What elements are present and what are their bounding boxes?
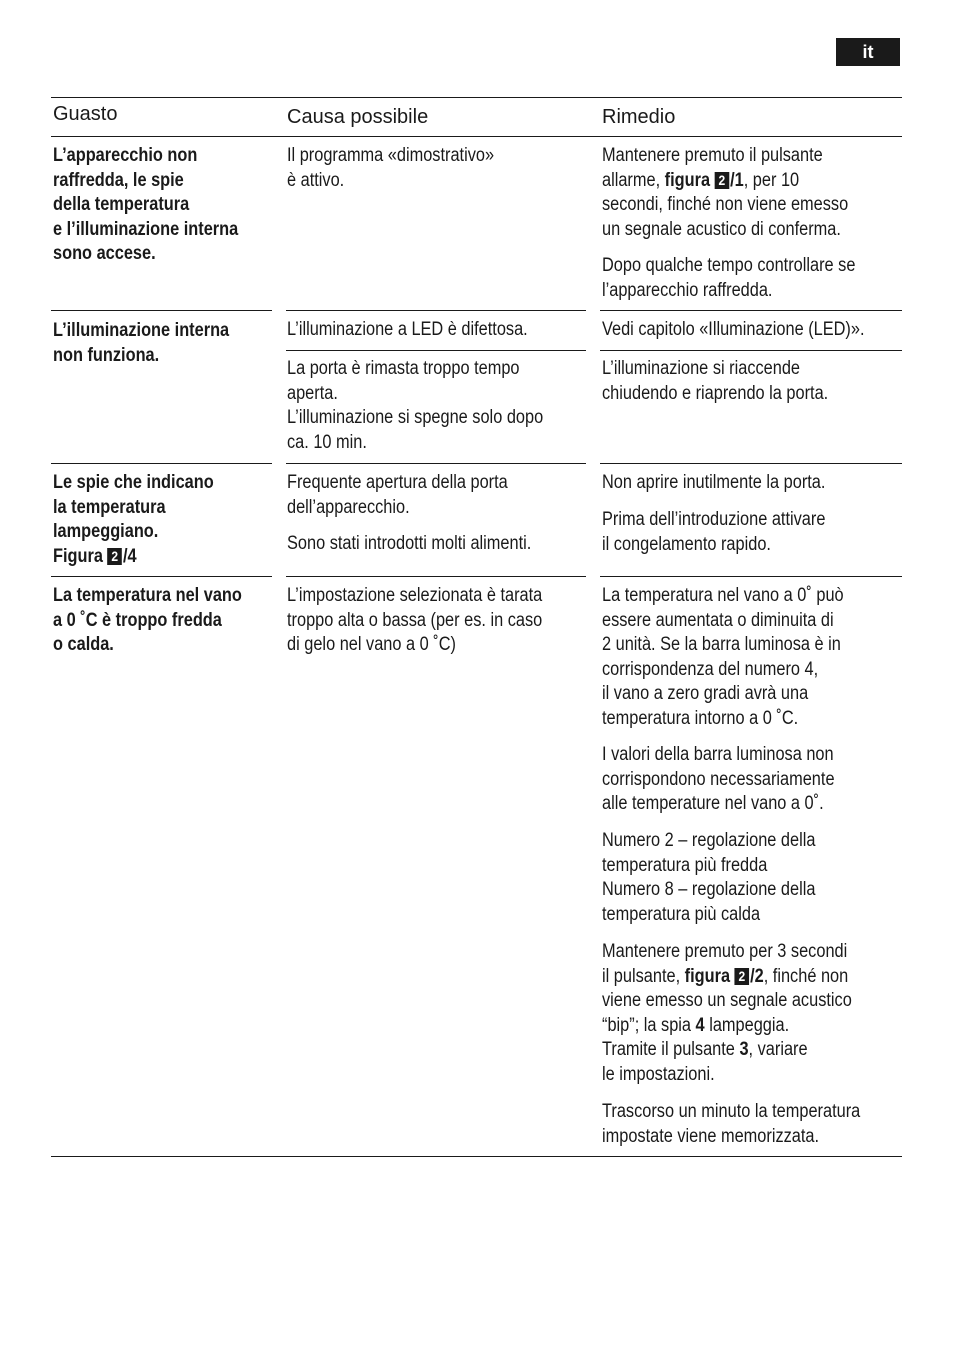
cause-text: Frequente apertura della porta dell’apparecchio. <box>287 472 508 518</box>
cause-text: L’illuminazione a LED è difettosa. <box>287 319 528 340</box>
header-remedy: Rimedio <box>602 106 676 128</box>
header-rule <box>51 136 902 137</box>
table-bottom-rule <box>51 1156 902 1157</box>
cause-text: La porta è rimasta troppo tempo aperta. L’illuminazione si spegne solo dopo ca. 10 min. <box>287 358 544 453</box>
subrow-rule <box>286 350 586 351</box>
fault-text: Le spie che indicano la temperatura lampeggiano. Figura 2 /4 <box>53 472 214 567</box>
fault-text: L’illuminazione interna non funziona. <box>53 320 230 366</box>
figure-2-icon: 2 <box>107 548 122 565</box>
row-rule <box>51 463 272 464</box>
row-rule <box>286 463 586 464</box>
cause-text: L’impostazione selezionata è tarata troppo alta o bassa (per es. in caso di gelo nel vano a 0 ˚C) <box>287 585 543 655</box>
remedy-text: Dopo qualche tempo controllare se l’apparecchio raffredda. <box>602 255 856 301</box>
figure-2-icon: 2 <box>735 968 750 985</box>
row-rule <box>286 576 586 577</box>
figure-2-icon: 2 <box>715 172 730 189</box>
remedy-text: I valori della barra luminosa non corrispondono necessariamente alle temperature nel vano a 0˚. <box>602 744 835 814</box>
row-rule <box>286 310 586 311</box>
subrow-rule <box>600 350 902 351</box>
row-rule <box>600 463 902 464</box>
table-top-rule <box>51 97 902 98</box>
language-badge: it <box>836 38 900 66</box>
remedy-text: L’illuminazione si riaccende chiudendo e riaprendo la porta. <box>602 358 829 404</box>
cause-text: Sono stati introdotti molti alimenti. <box>287 533 532 554</box>
remedy-text: Prima dell’introduzione attivare il congelamento rapido. <box>602 509 826 555</box>
remedy-text: La temperatura nel vano a 0˚ può essere aumentata o diminuita di 2 unità. Se la barra luminosa è in corrispondenza del numero 4, il vano a zero gradi avrà una temperatura intorno a 0 ˚C. <box>602 585 844 729</box>
fault-text: La temperatura nel vano a 0 ˚C è troppo fredda o calda. <box>53 585 242 655</box>
row-rule <box>600 310 902 311</box>
remedy-text: Mantenere premuto il pulsante allarme, figura 2 /1, per 10 secondi, finché non viene emesso un segnale acustico di conferma. <box>602 145 849 240</box>
remedy-text: Non aprire inutilmente la porta. <box>602 472 826 493</box>
remedy-text: Trascorso un minuto la temperatura impostate viene memorizzata. <box>602 1101 861 1147</box>
row-rule <box>51 576 272 577</box>
cause-text: Il programma «dimostrativo» è attivo. <box>287 145 495 191</box>
remedy-text: Numero 2 – regolazione della temperatura più fredda Numero 8 – regolazione della temperatura più calda <box>602 830 816 925</box>
header-cause: Causa possibile <box>287 106 429 128</box>
row-rule <box>600 576 902 577</box>
remedy-text: Vedi capitolo «Illuminazione (LED)». <box>602 319 865 340</box>
row-rule <box>51 310 272 311</box>
fault-text: L’apparecchio non raffredda, le spie della temperatura e l’illuminazione interna sono accese. <box>53 145 239 264</box>
remedy-text: Mantenere premuto per 3 secondi il pulsante, figura 2 /2, finché non viene emesso un segnale acustico “bip”; la spia 4 lampeggia. Tramite il pulsante 3, variare le impostazioni. <box>602 941 852 1085</box>
header-fault: Guasto <box>53 103 118 125</box>
